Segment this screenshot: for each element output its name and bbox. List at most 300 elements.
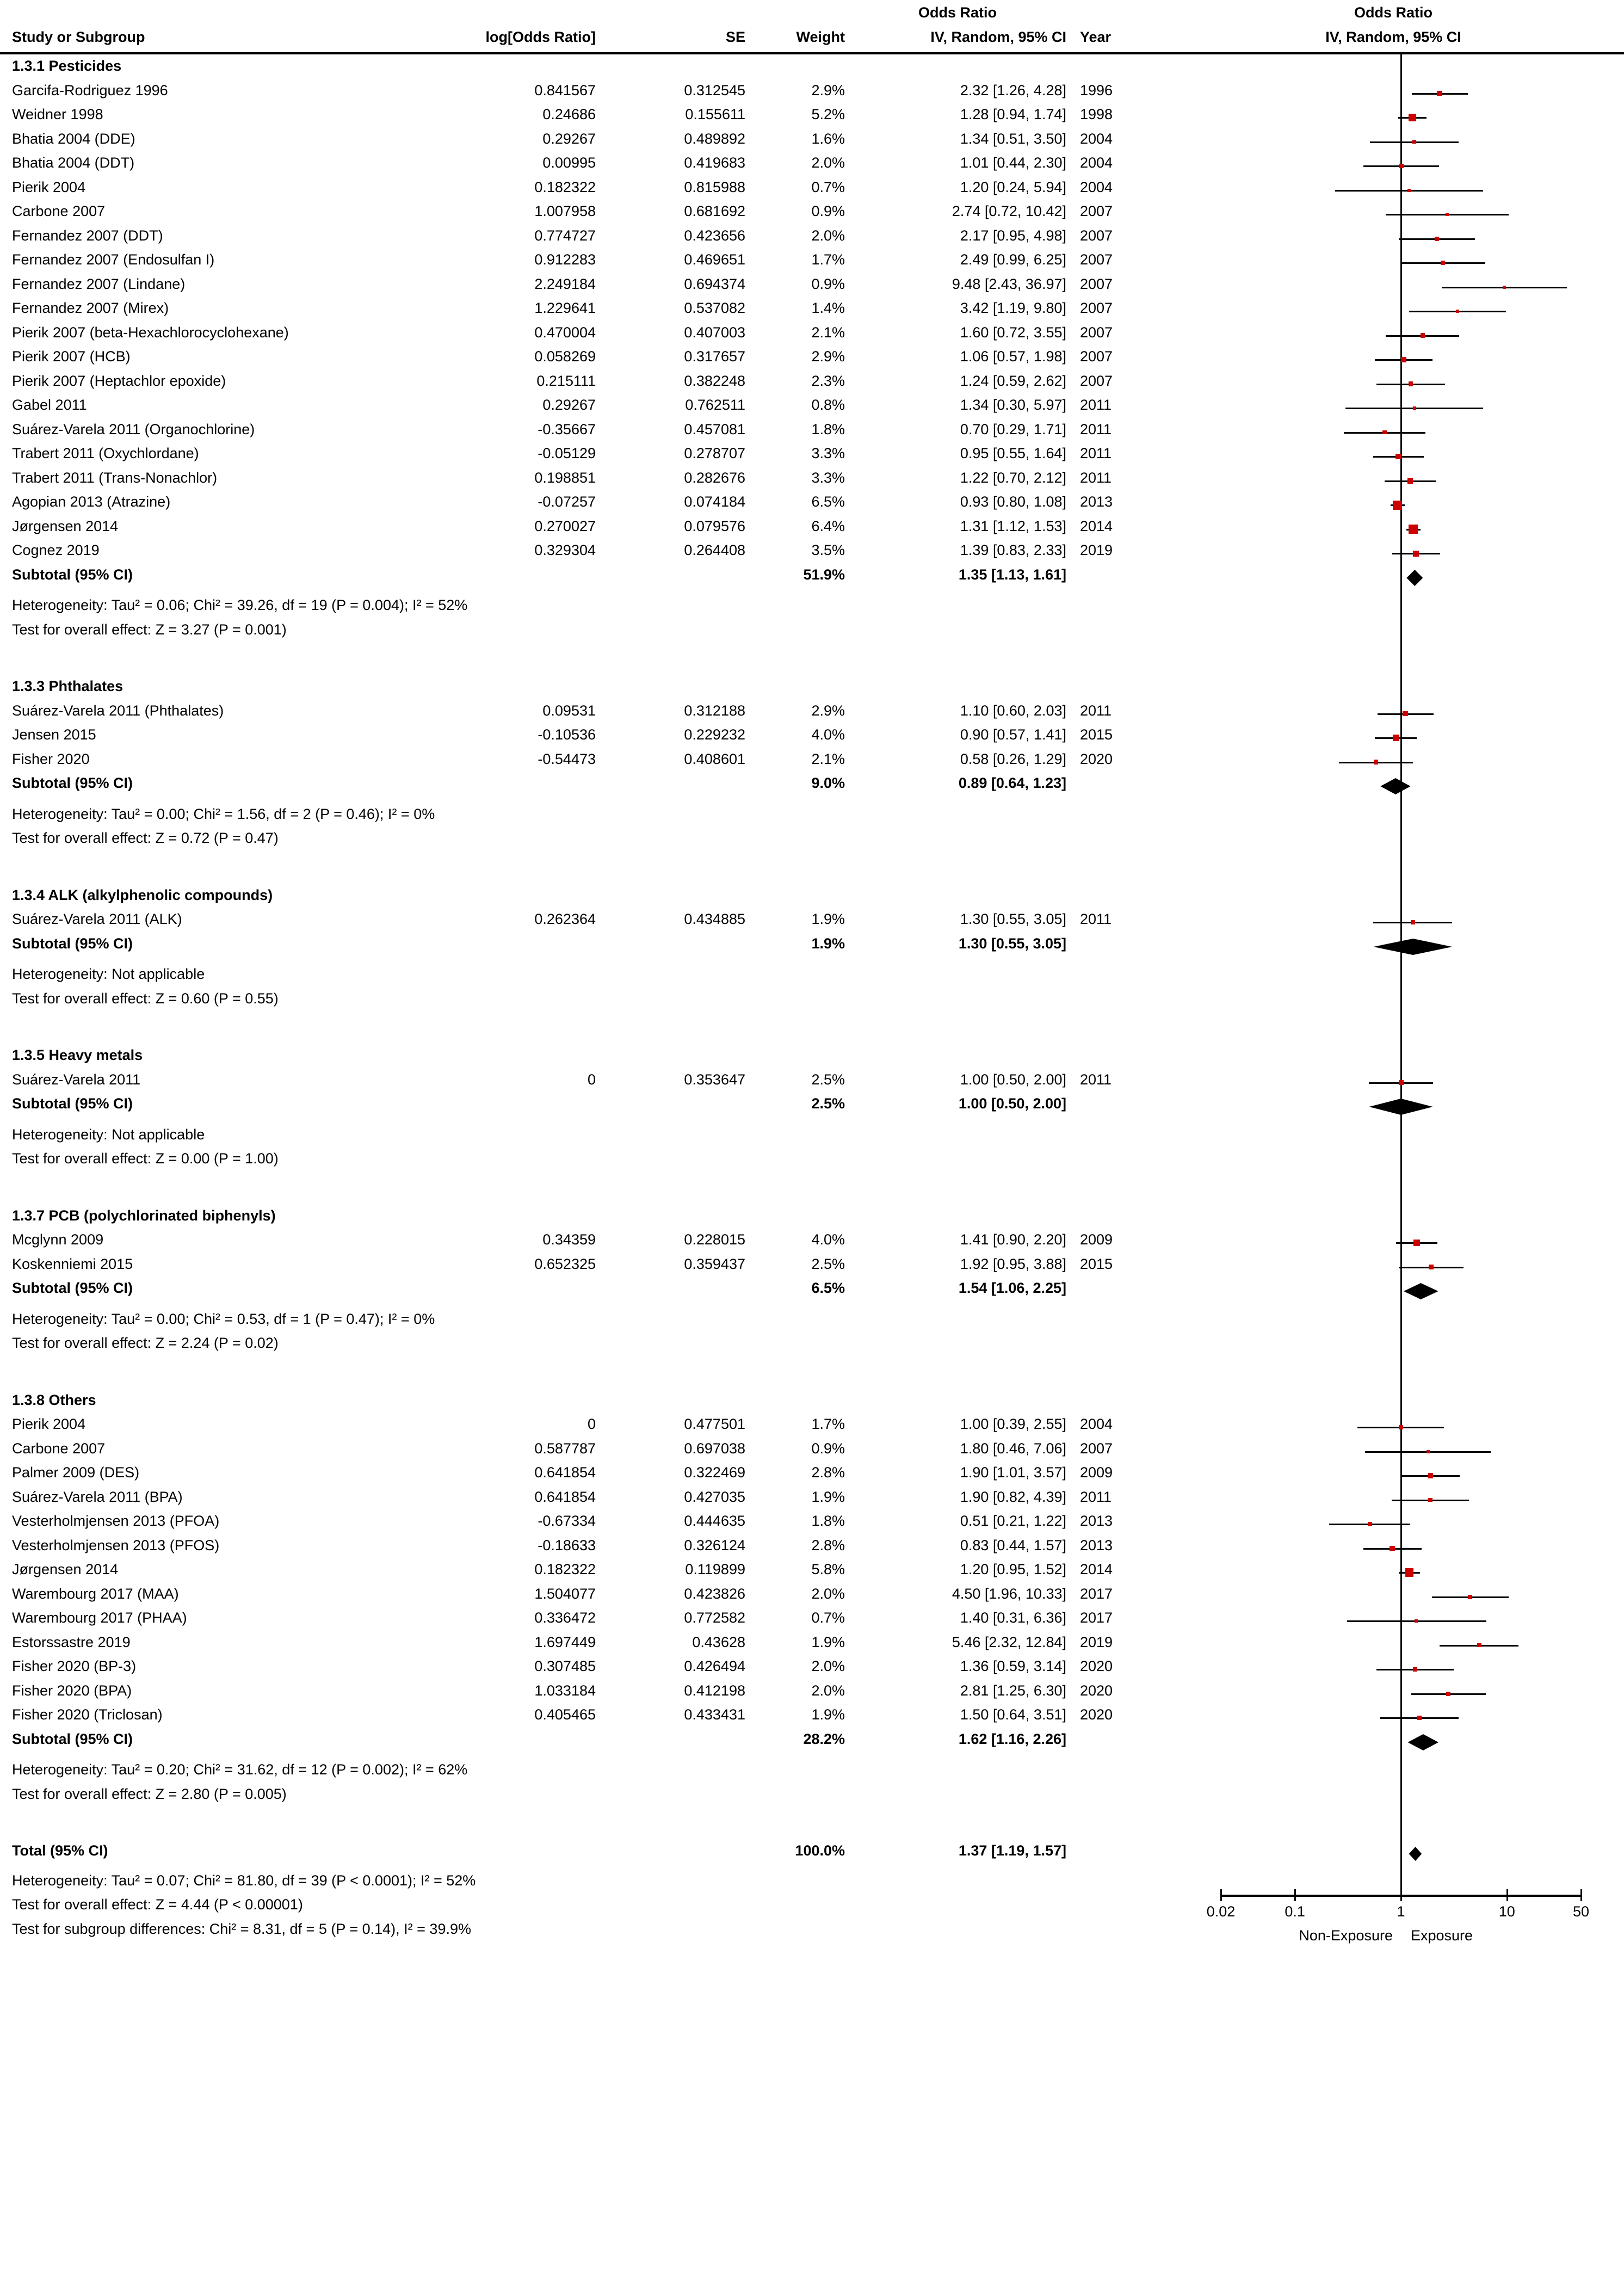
heterogeneity-note: Heterogeneity: Not applicable <box>12 966 205 982</box>
weight-value: 2.8% <box>811 1464 845 1481</box>
effect-marker <box>1446 213 1449 216</box>
se-value: 0.427035 <box>684 1488 745 1505</box>
weight-value: 1.9% <box>811 1633 845 1650</box>
effect-marker <box>1405 1568 1414 1577</box>
subtotal-label: Subtotal (95% CI) <box>12 1280 133 1296</box>
axis-tick-label: 1 <box>1397 1903 1405 1920</box>
study-name: Vesterholmjensen 2013 (PFOS) <box>12 1537 220 1553</box>
odds-ratio-ci-value: 5.46 [2.32, 12.84] <box>952 1633 1066 1650</box>
log-odds-ratio-value: 0.329304 <box>534 542 596 558</box>
se-value: 0.079576 <box>684 517 745 534</box>
weight-value: 4.0% <box>811 1231 845 1248</box>
year-value: 2011 <box>1080 445 1112 461</box>
odds-ratio-ci-value: 1.24 [0.59, 2.62] <box>960 372 1066 389</box>
log-odds-ratio-value: 0.587787 <box>534 1440 596 1457</box>
total-ci: 1.37 [1.19, 1.57] <box>958 1842 1066 1859</box>
effect-marker <box>1477 1643 1481 1648</box>
log-odds-ratio-value: -0.10536 <box>538 726 596 743</box>
summary-diamond <box>1178 1283 1608 1299</box>
subgroup-title: 1.3.7 PCB (polychlorinated biphenyls) <box>12 1207 276 1224</box>
weight-value: 5.2% <box>811 106 845 122</box>
odds-ratio-ci-value: 4.50 [1.96, 10.33] <box>952 1585 1066 1602</box>
year-value: 2017 <box>1080 1610 1113 1626</box>
subgroup-title: 1.3.5 Heavy metals <box>12 1047 143 1063</box>
heterogeneity-note: Heterogeneity: Tau² = 0.06; Chi² = 39.26, df = 19 (P = 0.004); I² = 52% <box>12 597 468 613</box>
effect-marker <box>1413 1240 1420 1246</box>
year-value: 2011 <box>1080 421 1112 437</box>
group-header-odds-ratio-graph: Odds Ratio <box>1354 4 1432 21</box>
se-value: 0.477501 <box>684 1416 745 1432</box>
log-odds-ratio-value: 0.262364 <box>534 911 596 927</box>
odds-ratio-ci-value: 0.90 [0.57, 1.41] <box>960 726 1066 743</box>
subtotal-label: Subtotal (95% CI) <box>12 1730 133 1747</box>
weight-value: 0.9% <box>811 203 845 219</box>
study-name: Pierik 2004 <box>12 178 86 195</box>
year-value: 2011 <box>1080 397 1112 413</box>
column-header-log-odds-ratio: log[Odds Ratio] <box>485 29 596 45</box>
se-value: 0.426494 <box>684 1658 745 1674</box>
year-value: 2007 <box>1080 372 1113 389</box>
odds-ratio-ci-value: 1.00 [0.39, 2.55] <box>960 1416 1066 1432</box>
effect-marker <box>1428 1473 1434 1478</box>
year-value: 2017 <box>1080 1585 1113 1602</box>
weight-value: 1.9% <box>811 1488 845 1505</box>
se-value: 0.155611 <box>685 106 745 122</box>
log-odds-ratio-value: -0.67334 <box>538 1513 596 1529</box>
study-name: Fernandez 2007 (Endosulfan I) <box>12 251 215 268</box>
subtotal-weight: 1.9% <box>811 935 845 952</box>
odds-ratio-ci-value: 1.90 [0.82, 4.39] <box>960 1488 1066 1505</box>
summary-diamond <box>1178 1734 1608 1750</box>
effect-marker <box>1421 333 1425 337</box>
odds-ratio-ci-value: 0.51 [0.21, 1.22] <box>960 1513 1066 1529</box>
year-value: 2013 <box>1080 1537 1113 1553</box>
study-name: Garcifa-Rodriguez 1996 <box>12 82 168 98</box>
study-name: Suárez-Varela 2011 <box>12 1071 141 1088</box>
summary-diamond <box>1178 939 1608 955</box>
year-value: 2007 <box>1080 1440 1113 1457</box>
study-name: Warembourg 2017 (MAA) <box>12 1585 179 1602</box>
se-value: 0.43628 <box>692 1633 745 1650</box>
odds-ratio-ci-value: 2.17 [0.95, 4.98] <box>960 227 1066 244</box>
se-value: 0.282676 <box>684 469 745 486</box>
axis-left-label: Non-Exposure <box>1299 1927 1393 1944</box>
study-name: Suárez-Varela 2011 (ALK) <box>12 911 182 927</box>
log-odds-ratio-value: 0.29267 <box>542 397 596 413</box>
weight-value: 2.9% <box>811 82 845 98</box>
weight-value: 2.0% <box>811 155 845 171</box>
overall-effect-note: Test for overall effect: Z = 2.80 (P = 0.005) <box>12 1785 287 1802</box>
study-name: Estorssastre 2019 <box>12 1633 131 1650</box>
se-value: 0.407003 <box>684 324 745 341</box>
se-value: 0.419683 <box>684 155 745 171</box>
weight-value: 2.5% <box>811 1071 845 1088</box>
se-value: 0.762511 <box>685 397 745 413</box>
year-value: 2019 <box>1080 1633 1113 1650</box>
se-value: 0.697038 <box>684 1440 745 1457</box>
effect-marker <box>1407 478 1413 484</box>
se-value: 0.434885 <box>684 911 745 927</box>
effect-marker <box>1415 1619 1418 1623</box>
odds-ratio-ci-value: 0.93 [0.80, 1.08] <box>960 494 1066 510</box>
year-value: 2020 <box>1080 750 1113 767</box>
odds-ratio-ci-value: 1.50 [0.64, 3.51] <box>960 1706 1066 1723</box>
se-value: 0.444635 <box>684 1513 745 1529</box>
year-value: 2011 <box>1080 1071 1112 1088</box>
study-name: Fernandez 2007 (Lindane) <box>12 275 186 292</box>
effect-marker <box>1368 1522 1372 1526</box>
weight-value: 5.8% <box>811 1561 845 1577</box>
year-value: 2011 <box>1080 1488 1112 1505</box>
odds-ratio-ci-value: 1.06 [0.57, 1.98] <box>960 348 1066 365</box>
year-value: 1998 <box>1080 106 1113 122</box>
odds-ratio-ci-value: 1.10 [0.60, 2.03] <box>960 702 1066 719</box>
se-value: 0.772582 <box>684 1610 745 1626</box>
study-name: Palmer 2009 (DES) <box>12 1464 140 1481</box>
log-odds-ratio-value: 1.229641 <box>534 300 596 316</box>
subtotal-weight: 51.9% <box>803 566 845 583</box>
subtotal-ci: 1.54 [1.06, 2.25] <box>958 1280 1066 1296</box>
heterogeneity-note: Heterogeneity: Tau² = 0.20; Chi² = 31.62, df = 12 (P = 0.002); I² = 62% <box>12 1761 468 1778</box>
total-heterogeneity-note: Heterogeneity: Tau² = 0.07; Chi² = 81.80, df = 39 (P < 0.0001); I² = 52% <box>12 1872 476 1889</box>
log-odds-ratio-value: 0.24686 <box>542 106 596 122</box>
subtotal-weight: 28.2% <box>803 1730 845 1747</box>
year-value: 2011 <box>1080 911 1112 927</box>
se-value: 0.359437 <box>684 1255 745 1272</box>
effect-marker <box>1411 920 1415 924</box>
log-odds-ratio-value: -0.35667 <box>538 421 596 437</box>
subtotal-label: Subtotal (95% CI) <box>12 1095 133 1112</box>
axis-tick-label: 0.1 <box>1285 1903 1305 1920</box>
odds-ratio-ci-value: 1.80 [0.46, 7.06] <box>960 1440 1066 1457</box>
year-value: 2014 <box>1080 1561 1113 1577</box>
year-value: 2020 <box>1080 1658 1113 1674</box>
log-odds-ratio-value: 0.652325 <box>534 1255 596 1272</box>
odds-ratio-ci-value: 0.70 [0.29, 1.71] <box>960 421 1066 437</box>
subgroup-differences-note: Test for subgroup differences: Chi² = 8.31, df = 5 (P = 0.14), I² = 39.9% <box>12 1920 471 1937</box>
effect-marker <box>1413 1667 1417 1672</box>
column-header-ci: IV, Random, 95% CI <box>930 29 1066 45</box>
se-value: 0.353647 <box>684 1071 745 1088</box>
log-odds-ratio-value: -0.18633 <box>538 1537 596 1553</box>
se-value: 0.489892 <box>684 130 745 147</box>
study-name: Mcglynn 2009 <box>12 1231 104 1248</box>
se-value: 0.326124 <box>684 1537 745 1553</box>
column-header-se: SE <box>725 29 745 45</box>
effect-marker <box>1403 711 1408 717</box>
study-name: Suárez-Varela 2011 (Organochlorine) <box>12 421 255 437</box>
odds-ratio-ci-value: 2.32 [1.26, 4.28] <box>960 82 1066 98</box>
graph-area <box>1178 0 1608 2275</box>
subtotal-label: Subtotal (95% CI) <box>12 935 133 952</box>
se-value: 0.312188 <box>684 702 745 719</box>
subtotal-weight: 2.5% <box>811 1095 845 1112</box>
se-value: 0.074184 <box>684 494 745 510</box>
study-name: Suárez-Varela 2011 (Phthalates) <box>12 702 224 719</box>
effect-marker <box>1399 164 1404 168</box>
se-value: 0.681692 <box>684 203 745 219</box>
axis-right-label: Exposure <box>1411 1927 1473 1944</box>
odds-ratio-ci-value: 0.83 [0.44, 1.57] <box>960 1537 1066 1553</box>
study-name: Gabel 2011 <box>12 397 87 413</box>
year-value: 1996 <box>1080 82 1113 98</box>
effect-marker <box>1401 357 1406 362</box>
year-value: 2009 <box>1080 1231 1113 1248</box>
total-weight: 100.0% <box>795 1842 845 1859</box>
study-name: Bhatia 2004 (DDE) <box>12 130 135 147</box>
effect-marker <box>1395 454 1401 460</box>
odds-ratio-ci-value: 1.36 [0.59, 3.14] <box>960 1658 1066 1674</box>
se-value: 0.694374 <box>684 275 745 292</box>
effect-marker <box>1390 1546 1395 1551</box>
study-name: Pierik 2007 (Heptachlor epoxide) <box>12 372 226 389</box>
log-odds-ratio-value: 0.29267 <box>542 130 596 147</box>
weight-value: 1.9% <box>811 911 845 927</box>
log-odds-ratio-value: 1.007958 <box>534 203 596 219</box>
se-value: 0.119899 <box>685 1561 745 1577</box>
study-name: Weidner 1998 <box>12 106 103 122</box>
log-odds-ratio-value: 2.249184 <box>534 275 596 292</box>
study-name: Fisher 2020 (Triclosan) <box>12 1706 163 1723</box>
effect-marker <box>1412 140 1416 144</box>
se-value: 0.322469 <box>684 1464 745 1481</box>
subtotal-label: Subtotal (95% CI) <box>12 566 133 583</box>
year-value: 2014 <box>1080 517 1113 534</box>
overall-effect-note: Test for overall effect: Z = 0.72 (P = 0.47) <box>12 830 279 846</box>
axis-tick <box>1294 1889 1296 1901</box>
column-header-graph-ci: IV, Random, 95% CI <box>1325 29 1461 45</box>
study-name: Pierik 2007 (beta-Hexachlorocyclohexane) <box>12 324 289 341</box>
summary-diamond <box>1178 1099 1608 1115</box>
log-odds-ratio-value: -0.54473 <box>538 750 596 767</box>
study-name: Pierik 2007 (HCB) <box>12 348 131 365</box>
log-odds-ratio-value: 1.033184 <box>534 1682 596 1699</box>
effect-marker <box>1393 735 1399 741</box>
weight-value: 2.9% <box>811 702 845 719</box>
study-name: Cognez 2019 <box>12 542 100 558</box>
weight-value: 2.1% <box>811 324 845 341</box>
weight-value: 2.0% <box>811 227 845 244</box>
log-odds-ratio-value: 0.641854 <box>534 1488 596 1505</box>
log-odds-ratio-value: 0.470004 <box>534 324 596 341</box>
study-name: Trabert 2011 (Oxychlordane) <box>12 445 199 461</box>
se-value: 0.317657 <box>684 348 745 365</box>
study-name: Suárez-Varela 2011 (BPA) <box>12 1488 183 1505</box>
effect-marker <box>1435 237 1439 241</box>
odds-ratio-ci-value: 1.40 [0.31, 6.36] <box>960 1610 1066 1626</box>
study-name: Bhatia 2004 (DDT) <box>12 155 135 171</box>
effect-marker <box>1427 1450 1430 1453</box>
no-effect-line <box>1400 52 1402 1895</box>
weight-value: 1.7% <box>811 251 845 268</box>
se-value: 0.433431 <box>684 1706 745 1723</box>
odds-ratio-ci-value: 1.41 [0.90, 2.20] <box>960 1231 1066 1248</box>
heterogeneity-note: Heterogeneity: Tau² = 0.00; Chi² = 0.53, df = 1 (P = 0.47); I² = 0% <box>12 1310 435 1327</box>
year-value: 2004 <box>1080 178 1113 195</box>
year-value: 2007 <box>1080 348 1113 365</box>
log-odds-ratio-value: 0 <box>587 1416 596 1432</box>
weight-value: 4.0% <box>811 726 845 743</box>
se-value: 0.408601 <box>684 750 745 767</box>
overall-effect-note: Test for overall effect: Z = 2.24 (P = 0.02) <box>12 1335 279 1351</box>
odds-ratio-ci-value: 1.60 [0.72, 3.55] <box>960 324 1066 341</box>
subgroup-title: 1.3.4 ALK (alkylphenolic compounds) <box>12 886 273 903</box>
year-value: 2019 <box>1080 542 1113 558</box>
effect-marker <box>1409 525 1418 534</box>
overall-effect-note: Test for overall effect: Z = 0.60 (P = 0.55) <box>12 990 279 1007</box>
year-value: 2007 <box>1080 300 1113 316</box>
odds-ratio-ci-value: 1.92 [0.95, 3.88] <box>960 1255 1066 1272</box>
effect-marker <box>1399 1080 1404 1085</box>
study-name: Carbone 2007 <box>12 1440 106 1457</box>
odds-ratio-ci-value: 3.42 [1.19, 9.80] <box>960 300 1066 316</box>
weight-value: 6.4% <box>811 517 845 534</box>
subtotal-ci: 1.30 [0.55, 3.05] <box>958 935 1066 952</box>
odds-ratio-ci-value: 1.01 [0.44, 2.30] <box>960 155 1066 171</box>
se-value: 0.312545 <box>684 82 745 98</box>
study-name: Carbone 2007 <box>12 203 106 219</box>
axis-tick-label: 10 <box>1498 1903 1515 1920</box>
odds-ratio-ci-value: 1.30 [0.55, 3.05] <box>960 911 1066 927</box>
effect-marker <box>1437 91 1442 96</box>
effect-marker <box>1409 381 1413 386</box>
column-header-weight: Weight <box>796 29 845 45</box>
heterogeneity-note: Heterogeneity: Tau² = 0.00; Chi² = 1.56, df = 2 (P = 0.46); I² = 0% <box>12 805 435 822</box>
subgroup-title: 1.3.1 Pesticides <box>12 58 122 74</box>
study-name: Fisher 2020 (BPA) <box>12 1682 132 1699</box>
odds-ratio-ci-value: 9.48 [2.43, 36.97] <box>952 275 1066 292</box>
log-odds-ratio-value: 0.841567 <box>534 82 596 98</box>
log-odds-ratio-value: 0.774727 <box>534 227 596 244</box>
overall-effect-note: Test for overall effect: Z = 3.27 (P = 0.001) <box>12 621 287 638</box>
effect-marker <box>1417 1716 1422 1720</box>
weight-value: 1.9% <box>811 1706 845 1723</box>
weight-value: 0.8% <box>811 397 845 413</box>
axis-tick <box>1506 1889 1508 1901</box>
log-odds-ratio-value: -0.07257 <box>538 494 596 510</box>
effect-marker <box>1407 189 1411 192</box>
weight-value: 0.9% <box>811 1440 845 1457</box>
weight-value: 2.0% <box>811 1658 845 1674</box>
year-value: 2020 <box>1080 1706 1113 1723</box>
overall-effect-note: Test for overall effect: Z = 0.00 (P = 1.00) <box>12 1150 279 1167</box>
subtotal-weight: 9.0% <box>811 775 845 791</box>
weight-value: 1.6% <box>811 130 845 147</box>
study-name: Agopian 2013 (Atrazine) <box>12 494 171 510</box>
effect-marker <box>1374 760 1378 764</box>
weight-value: 3.3% <box>811 469 845 486</box>
weight-value: 1.8% <box>811 421 845 437</box>
summary-diamond <box>1178 1847 1608 1861</box>
log-odds-ratio-value: 0.270027 <box>534 517 596 534</box>
odds-ratio-ci-value: 1.34 [0.51, 3.50] <box>960 130 1066 147</box>
subgroup-title: 1.3.3 Phthalates <box>12 678 124 694</box>
se-value: 0.412198 <box>684 1682 745 1699</box>
effect-marker <box>1413 406 1416 410</box>
odds-ratio-ci-value: 1.31 [1.12, 1.53] <box>960 517 1066 534</box>
total-label: Total (95% CI) <box>12 1842 108 1859</box>
study-name: Jørgensen 2014 <box>12 1561 119 1577</box>
effect-marker <box>1441 261 1444 264</box>
log-odds-ratio-value: 0.182322 <box>534 1561 596 1577</box>
year-value: 2013 <box>1080 494 1113 510</box>
heterogeneity-note: Heterogeneity: Not applicable <box>12 1126 205 1143</box>
study-name: Fernandez 2007 (Mirex) <box>12 300 169 316</box>
odds-ratio-ci-value: 1.20 [0.95, 1.52] <box>960 1561 1066 1577</box>
study-name: Pierik 2004 <box>12 1416 86 1432</box>
effect-marker <box>1503 286 1506 289</box>
effect-marker <box>1429 1265 1434 1269</box>
weight-value: 2.1% <box>811 750 845 767</box>
log-odds-ratio-value: 0.641854 <box>534 1464 596 1481</box>
se-value: 0.815988 <box>684 178 745 195</box>
odds-ratio-ci-value: 1.34 [0.30, 5.97] <box>960 397 1066 413</box>
year-value: 2009 <box>1080 1464 1113 1481</box>
summary-diamond <box>1178 778 1608 794</box>
year-value: 2004 <box>1080 130 1113 147</box>
year-value: 2011 <box>1080 469 1112 486</box>
se-value: 0.469651 <box>684 251 745 268</box>
se-value: 0.228015 <box>684 1231 745 1248</box>
effect-marker <box>1399 1425 1403 1429</box>
summary-diamond <box>1178 570 1608 586</box>
year-value: 2007 <box>1080 251 1113 268</box>
subtotal-weight: 6.5% <box>811 1280 845 1296</box>
year-value: 2020 <box>1080 1682 1113 1699</box>
study-name: Fisher 2020 <box>12 750 90 767</box>
odds-ratio-ci-value: 2.74 [0.72, 10.42] <box>952 203 1066 219</box>
study-name: Trabert 2011 (Trans-Nonachlor) <box>12 469 218 486</box>
year-value: 2013 <box>1080 1513 1113 1529</box>
group-header-odds-ratio-table: Odds Ratio <box>918 4 997 21</box>
column-header-year: Year <box>1080 29 1112 45</box>
log-odds-ratio-value: 0.215111 <box>536 372 596 389</box>
odds-ratio-ci-value: 2.81 [1.25, 6.30] <box>960 1682 1066 1699</box>
odds-ratio-ci-value: 1.28 [0.94, 1.74] <box>960 106 1066 122</box>
log-odds-ratio-value: 0.198851 <box>534 469 596 486</box>
se-value: 0.229232 <box>684 726 745 743</box>
se-value: 0.278707 <box>684 445 745 461</box>
weight-value: 3.5% <box>811 542 845 558</box>
subtotal-label: Subtotal (95% CI) <box>12 775 133 791</box>
year-value: 2011 <box>1080 702 1112 719</box>
effect-marker <box>1413 551 1419 557</box>
se-value: 0.457081 <box>684 421 745 437</box>
weight-value: 0.9% <box>811 275 845 292</box>
year-value: 2004 <box>1080 1416 1113 1432</box>
odds-ratio-ci-value: 1.90 [1.01, 3.57] <box>960 1464 1066 1481</box>
year-value: 2015 <box>1080 726 1113 743</box>
study-name: Warembourg 2017 (PHAA) <box>12 1610 187 1626</box>
effect-marker <box>1428 1498 1432 1502</box>
log-odds-ratio-value: 0.34359 <box>542 1231 596 1248</box>
weight-value: 2.5% <box>811 1255 845 1272</box>
effect-marker <box>1382 430 1387 435</box>
weight-value: 2.0% <box>811 1585 845 1602</box>
log-odds-ratio-value: 0.058269 <box>534 348 596 365</box>
subgroup-title: 1.3.8 Others <box>12 1391 96 1408</box>
weight-value: 1.7% <box>811 1416 845 1432</box>
axis-tick-label: 0.02 <box>1206 1903 1236 1920</box>
weight-value: 3.3% <box>811 445 845 461</box>
log-odds-ratio-value: 1.697449 <box>534 1633 596 1650</box>
se-value: 0.382248 <box>684 372 745 389</box>
log-odds-ratio-value: 0.00995 <box>542 155 596 171</box>
study-name: Fernandez 2007 (DDT) <box>12 227 163 244</box>
subtotal-ci: 1.00 [0.50, 2.00] <box>958 1095 1066 1112</box>
odds-ratio-ci-value: 1.20 [0.24, 5.94] <box>960 178 1066 195</box>
odds-ratio-ci-value: 1.39 [0.83, 2.33] <box>960 542 1066 558</box>
